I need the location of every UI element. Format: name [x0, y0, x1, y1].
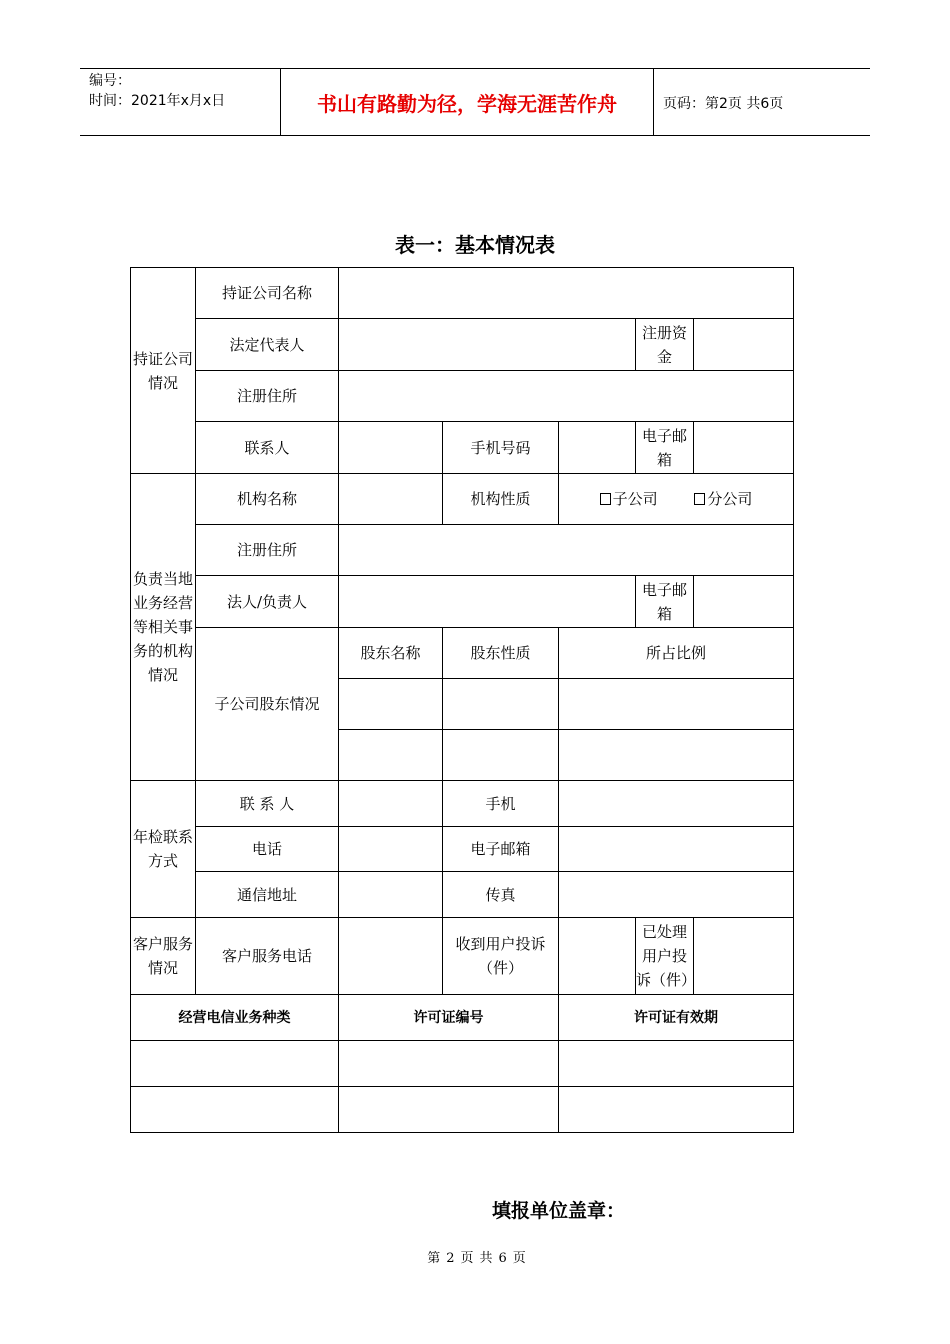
field-legal-rep[interactable] [339, 319, 636, 371]
footer-total: 6 [498, 1251, 507, 1266]
section-local-org: 负责当地业务经营等相关事务的机构情况 [131, 474, 196, 781]
field-contact[interactable] [339, 422, 443, 474]
field-phone[interactable] [339, 827, 443, 872]
field-shareholder-name[interactable] [339, 679, 443, 730]
field-complaints-received[interactable] [559, 918, 636, 995]
field-license-valid[interactable] [559, 1041, 794, 1087]
field-org-reg-address[interactable] [339, 525, 794, 576]
field-fax[interactable] [559, 872, 794, 918]
field-org-name[interactable] [339, 474, 443, 525]
form-title: 表一：基本情况表 [395, 233, 555, 257]
checkbox-icon[interactable] [694, 493, 705, 505]
label-annual-mobile: 手机 [443, 781, 559, 827]
checkbox-icon[interactable] [600, 493, 611, 505]
field-legal-person[interactable] [339, 576, 636, 628]
label-org-email: 电子邮箱 [636, 576, 694, 628]
label-reg-address: 注册住所 [196, 371, 339, 422]
field-annual-email[interactable] [559, 827, 794, 872]
field-reg-address[interactable] [339, 371, 794, 422]
field-shareholder-name[interactable] [339, 730, 443, 781]
label-org-type: 机构性质 [443, 474, 559, 525]
field-address[interactable] [339, 872, 443, 918]
label-shareholders: 子公司股东情况 [196, 628, 339, 781]
field-org-email[interactable] [694, 576, 794, 628]
option-subsidiary[interactable] [600, 487, 658, 511]
field-biz-type[interactable] [131, 1087, 339, 1133]
section-annual-contact: 年检联系方式 [131, 781, 196, 918]
field-license-no[interactable] [339, 1087, 559, 1133]
label-reg-capital: 注册资金 [636, 319, 694, 371]
label-annual-email: 电子邮箱 [443, 827, 559, 872]
field-company-name[interactable] [339, 268, 794, 319]
label-mobile: 手机号码 [443, 422, 559, 474]
field-shareholder-type[interactable] [443, 679, 559, 730]
section-customer-service: 客户服务情况 [131, 918, 196, 995]
label-fax: 传真 [443, 872, 559, 918]
option-subsidiary-label: 子公司 [612, 490, 658, 508]
label-cs-phone: 客户服务电话 [196, 918, 339, 995]
field-license-valid[interactable] [559, 1087, 794, 1133]
label-org-name: 机构名称 [196, 474, 339, 525]
label-phone: 电话 [196, 827, 339, 872]
label-contact: 联系人 [196, 422, 339, 474]
label-legal-rep: 法定代表人 [196, 319, 339, 371]
section-licensed-company: 持证公司情况 [131, 268, 196, 474]
col-shareholder-type: 股东性质 [443, 628, 559, 679]
field-cs-phone[interactable] [339, 918, 443, 995]
label-legal-person: 法人/负责人 [196, 576, 339, 628]
col-shareholder-name: 股东名称 [339, 628, 443, 679]
label-company-name: 持证公司名称 [196, 268, 339, 319]
footer-page: 2 [446, 1251, 455, 1266]
basic-info-table [130, 267, 794, 1133]
field-shareholder-ratio[interactable] [559, 679, 794, 730]
label-complaints-received: 收到用户投诉（件） [443, 918, 559, 995]
field-annual-contact[interactable] [339, 781, 443, 827]
field-complaints-handled[interactable] [694, 918, 794, 995]
footer-text: 页 [460, 1251, 474, 1266]
label-org-reg-address: 注册住所 [196, 525, 339, 576]
footer-text: 共 [479, 1251, 493, 1266]
option-branch[interactable] [694, 487, 752, 511]
field-mobile[interactable] [559, 422, 636, 474]
label-complaints-handled: 已处理用户投诉（件） [636, 918, 694, 995]
label-email: 电子邮箱 [636, 422, 694, 474]
field-shareholder-ratio[interactable] [559, 730, 794, 781]
header-motto: 书山有路勤为径，学海无涯苦作舟 [281, 69, 654, 136]
label-annual-contact: 联 系 人 [196, 781, 339, 827]
header-page-number: 页码：第2页 共6页 [663, 95, 784, 112]
col-license-no: 许可证编号 [339, 995, 559, 1041]
field-biz-type[interactable] [131, 1041, 339, 1087]
field-license-no[interactable] [339, 1041, 559, 1087]
page-header [80, 68, 870, 136]
footer-text: 第 [427, 1251, 441, 1266]
col-license-valid: 许可证有效期 [559, 995, 794, 1041]
document-number: 编号： [89, 73, 131, 89]
option-branch-label: 分公司 [707, 490, 753, 508]
field-reg-capital[interactable] [694, 319, 794, 371]
document-time: 时间：2021年x月x日 [89, 93, 226, 109]
field-annual-mobile[interactable] [559, 781, 794, 827]
header-meta [80, 69, 281, 136]
col-biz-type: 经营电信业务种类 [131, 995, 339, 1041]
page-footer [0, 1247, 950, 1266]
footer-text: 页 [512, 1251, 526, 1266]
col-shareholder-ratio: 所占比例 [559, 628, 794, 679]
seal-label: 填报单位盖章： [492, 1200, 626, 1222]
label-address: 通信地址 [196, 872, 339, 918]
field-email[interactable] [694, 422, 794, 474]
field-shareholder-type[interactable] [443, 730, 559, 781]
org-type-options [559, 474, 794, 525]
